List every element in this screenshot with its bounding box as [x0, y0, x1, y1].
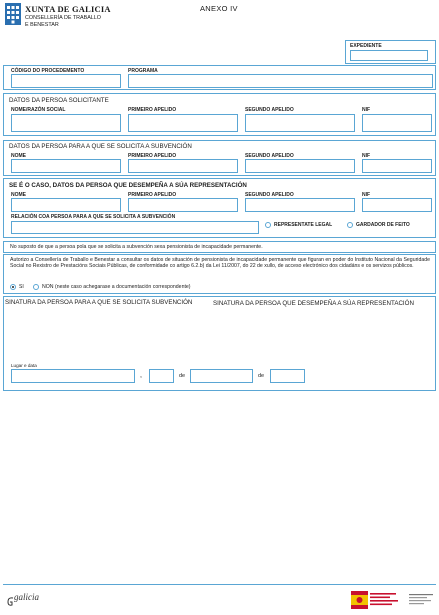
- applicant-nif-field[interactable]: [362, 114, 432, 132]
- comma-separator: ,: [140, 372, 142, 379]
- legal-representative-radio[interactable]: [265, 222, 271, 228]
- pension-notice-text: No suposto de que a persoa pola que se solicita a subvención sexa pensionista de incapacidade permanente.: [10, 244, 263, 250]
- beneficiary-name-field[interactable]: [11, 159, 121, 173]
- authorization-yes-label: SI: [19, 284, 24, 290]
- ministry-logo-icon: [351, 591, 403, 609]
- representative-nif-field[interactable]: [362, 198, 432, 212]
- day-field[interactable]: [149, 369, 174, 383]
- seal-logo-icon: [408, 591, 434, 609]
- annex-title: ANEXO IV: [200, 4, 238, 13]
- representative-second-surname-field[interactable]: [245, 198, 355, 212]
- expediente-label: EXPEDIENTE: [350, 43, 382, 49]
- representative-first-surname-label: PRIMEIRO APELIDO: [128, 192, 177, 198]
- beneficiary-name-label: NOME: [11, 153, 26, 159]
- de-facto-guardian-radio[interactable]: [347, 222, 353, 228]
- of-separator-1: de: [179, 373, 186, 379]
- program-field[interactable]: [128, 74, 433, 88]
- applicant-nif-label: NIF: [362, 107, 371, 113]
- applicant-name-label: NOME/RAZÓN SOCIAL: [11, 107, 66, 113]
- procedure-code-label: CÓDIGO DO PROCEDEMENTO: [11, 68, 85, 74]
- beneficiary-nif-field[interactable]: [362, 159, 432, 173]
- logo-subtitle-line-2: E BENESTAR: [25, 21, 59, 28]
- authorization-yes-radio[interactable]: [10, 284, 16, 290]
- logo-title: XUNTA DE GALICIA: [25, 4, 111, 14]
- of-separator-2: de: [258, 373, 265, 379]
- authorization-text: Autorizo a Consellería de Traballo e Benestar a consultar os datos de situación de pensionista de incapacidade permanente que figuran en poder do Instituto Nacional da Seguridade Social no Rexistro de Prestacións Sociais Públicas, de conformidade co artigo 6.2.b) da Lei 11/2007, do 22 de xullo, de acceso electrónico dos cidadáns e os servizos públicos.: [10, 257, 430, 270]
- representative-signature-label: SINATURA DA PERSOA QUE DESEMPEÑA A SÚA REPRESENTACIÓN: [213, 300, 414, 307]
- place-date-label: Lugar e data: [11, 363, 37, 368]
- beneficiary-first-surname-field[interactable]: [128, 159, 238, 173]
- expediente-field[interactable]: [350, 50, 428, 61]
- beneficiary-second-surname-label: SEGUNDO APELIDO: [245, 153, 294, 159]
- representative-first-surname-field[interactable]: [128, 198, 238, 212]
- representative-name-label: NOME: [11, 192, 26, 198]
- month-field[interactable]: [190, 369, 253, 383]
- year-field[interactable]: [270, 369, 305, 383]
- relation-field[interactable]: [11, 221, 259, 234]
- logo-subtitle: [25, 15, 101, 28]
- legal-representative-label: REPRESENTATE LEGAL: [274, 222, 333, 228]
- beneficiary-second-surname-field[interactable]: [245, 159, 355, 173]
- representative-name-field[interactable]: [11, 198, 121, 212]
- galicia-mark-icon: [7, 593, 14, 602]
- applicant-second-surname-label: SEGUNDO APELIDO: [245, 107, 294, 113]
- footer-divider: [3, 584, 436, 585]
- authorization-no-label: NON (neste caso achegarase a documentación correspondente): [42, 284, 191, 290]
- beneficiary-section-title: DATOS DA PERSOA PARA A QUE SE SOLICITA A SUBVENCIÓN: [9, 143, 192, 150]
- representative-section-title: SE É O CASO, DATOS DA PERSOA QUE DESEMPEÑA A SÚA REPRESENTACIÓN: [9, 182, 247, 189]
- representative-nif-label: NIF: [362, 192, 371, 198]
- applicant-name-field[interactable]: [11, 114, 121, 132]
- beneficiary-signature-label: SINATURA DA PERSOA PARA A QUE SE SOLICITA SUBVENCIÓN: [5, 299, 193, 306]
- authorization-no-radio[interactable]: [33, 284, 39, 290]
- applicant-first-surname-label: PRIMEIRO APELIDO: [128, 107, 177, 113]
- beneficiary-first-surname-label: PRIMEIRO APELIDO: [128, 153, 177, 159]
- de-facto-guardian-label: GARDADOR DE FEITO: [356, 222, 410, 228]
- xunta-logo-icon: [5, 3, 21, 25]
- procedure-code-field[interactable]: [11, 74, 121, 88]
- beneficiary-nif-label: NIF: [362, 153, 371, 159]
- galicia-logo: galicia: [14, 592, 39, 602]
- representative-second-surname-label: SEGUNDO APELIDO: [245, 192, 294, 198]
- applicant-first-surname-field[interactable]: [128, 114, 238, 132]
- place-field[interactable]: [11, 369, 135, 383]
- applicant-second-surname-field[interactable]: [245, 114, 355, 132]
- logo-subtitle-line-1: CONSELLERÍA DE TRABALLO: [25, 15, 101, 21]
- applicant-section-title: DATOS DA PERSOA SOLICITANTE: [9, 97, 109, 104]
- relation-label: RELACIÓN COA PERSOA PARA A QUE SE SOLICITA A SUBVENCIÓN: [11, 214, 176, 220]
- program-label: PROGRAMA: [128, 68, 158, 74]
